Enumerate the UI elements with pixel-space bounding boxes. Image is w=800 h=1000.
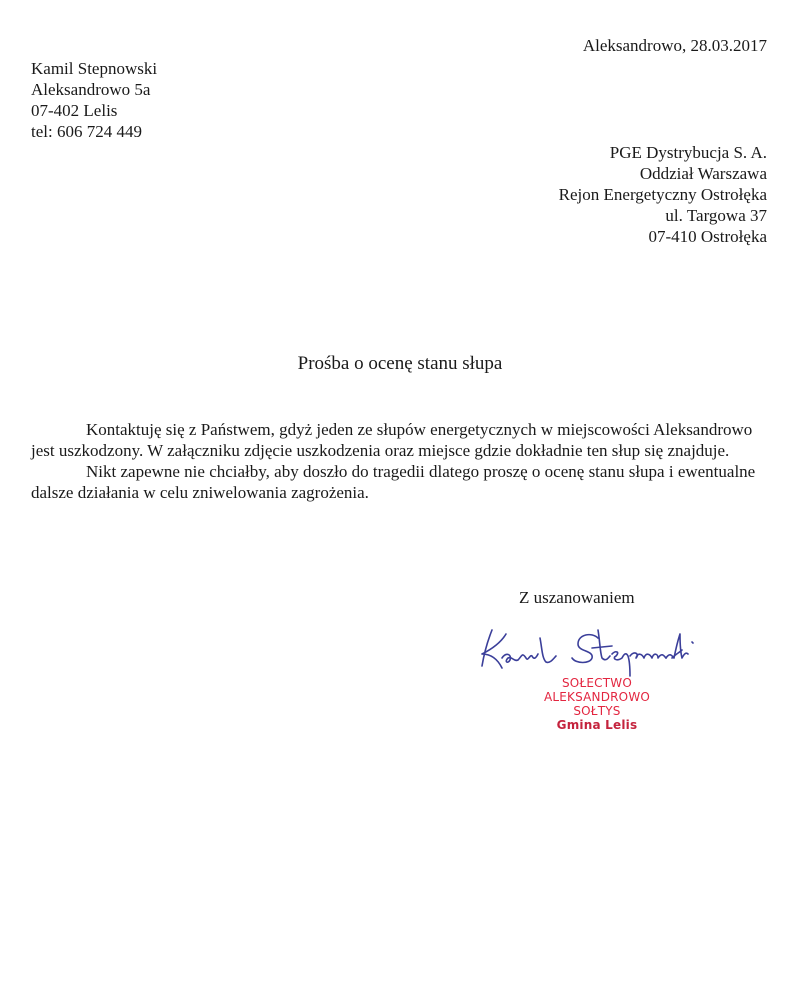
recipient-company: PGE Dystrybucja S. A. [609, 143, 767, 162]
stamp-line-1: SOŁECTWO [561, 676, 632, 690]
recipient-postal: 07-410 Ostrołęka [648, 227, 767, 246]
stamp-line-4: Gmina Lelis [556, 718, 638, 732]
body-paragraph-1: Kontaktuję się z Państwem, gdyż jeden ze słupów energetycznych w miejscowości Aleksandrowo jest uszkodzony. W załączniku zdjęcie uszkodzenia oraz miejsce gdzie dokładnie ten słup się znajduje. [31, 420, 753, 460]
letter-subject: Prośba o ocenę stanu słupa [297, 353, 503, 374]
sender-name: Kamil Stepnowski [31, 59, 158, 78]
recipient-block [559, 142, 767, 247]
body-paragraph-2: Nikt zapewne nie chciałby, aby doszło do tragedii dlatego proszę o ocenę stanu słupa i ewentualne dalsze działania w celu zniwelowania zagrożenia. [31, 462, 756, 502]
stamp-line-3: SOŁTYS [573, 704, 621, 718]
letter-body [31, 419, 771, 503]
recipient-region: Rejon Energetyczny Ostrołęka [558, 185, 767, 204]
letter-closing: Z uszanowaniem [519, 588, 635, 607]
letter-date: Aleksandrowo, 28.03.2017 [582, 36, 767, 55]
official-stamp [512, 676, 682, 732]
sender-address: Aleksandrowo 5a [31, 80, 151, 99]
sender-postal: 07-402 Lelis [31, 101, 118, 120]
recipient-branch: Oddział Warszawa [639, 164, 767, 183]
handwritten-signature [466, 618, 700, 678]
stamp-line-2: ALEKSANDROWO [543, 690, 651, 704]
sender-phone: tel: 606 724 449 [31, 122, 142, 141]
recipient-street: ul. Targowa 37 [665, 206, 767, 225]
sender-block [31, 58, 157, 142]
signature-drawing [466, 618, 700, 678]
